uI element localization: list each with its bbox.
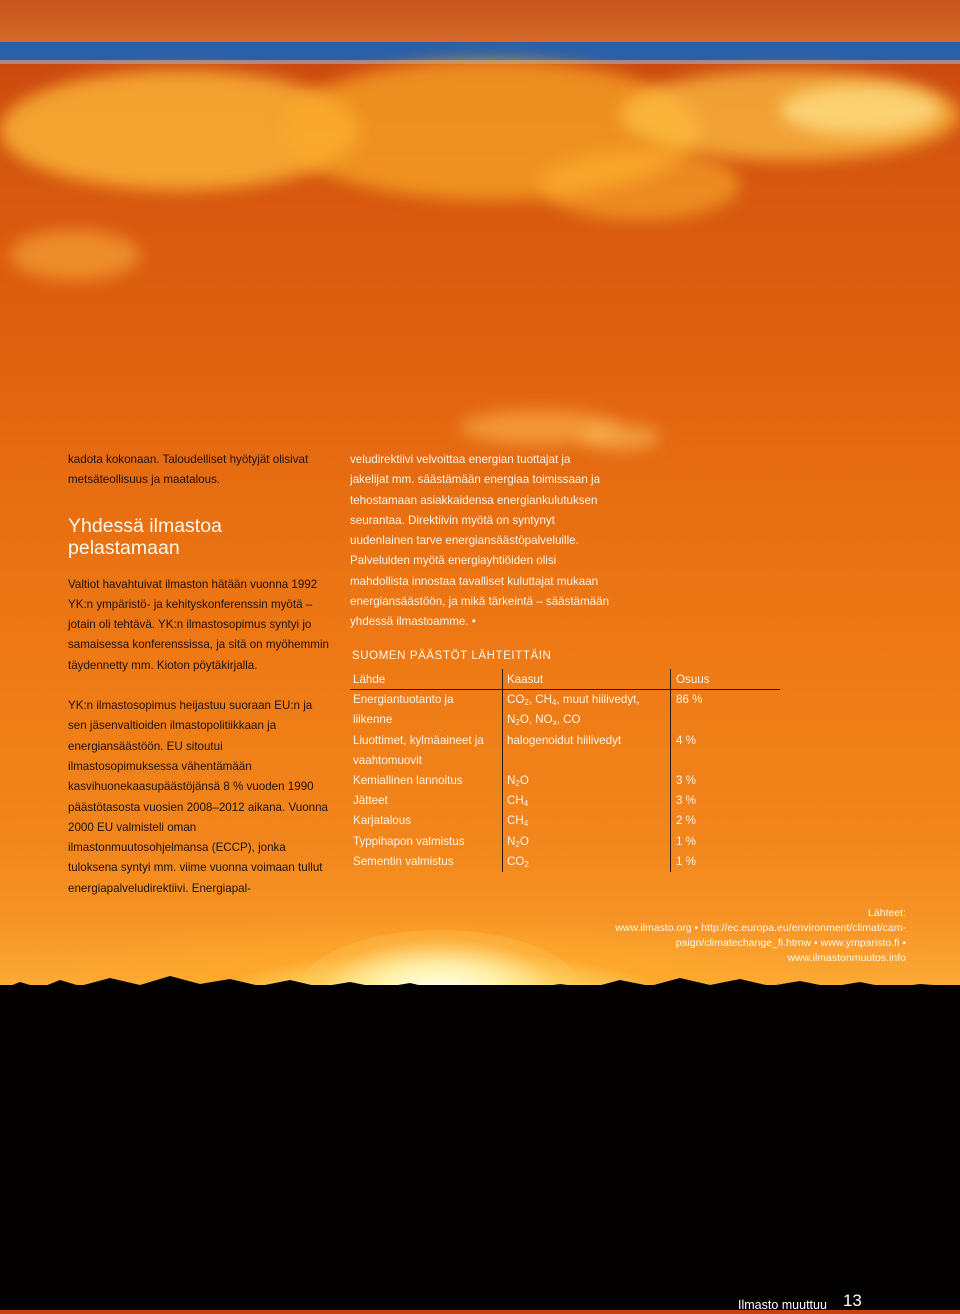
cell-share: 4 % <box>676 733 696 747</box>
paragraph-directive: veludirektiivi velvoittaa energian tuottajat ja jakelijat mm. säästämään energiaa toimissaan ja tehostamaan asiakkaidensa energiankulutuksen seurantaa. Direktiivin myötä on syntynyt uudenlainen tarve energiansäästöpalveluille. Palveluiden myötä energiayhtiöiden olisi mahdollista innostaa tavalliset kuluttajat mukaan energiansäästöön, ja mikä tärkeintä – säästämään yhdessä ilmastoamme. • <box>350 453 610 629</box>
table-row <box>350 811 780 831</box>
cell-source: Energiantuotanto ja <box>353 693 454 707</box>
table-row <box>350 771 780 791</box>
emissions-table <box>350 670 780 872</box>
paragraph-eu: YK:n ilmastosopimus heijastuu suoraan EU:n ja sen jäsenvaltioiden ilmastopolitiikkaan ja energiansäästöön. EU sitoutui ilmastosopimuksessa vähentämään kasvihuonekaasupäästöjänsä 8 % vuoden 1990 päästötasosta vuosien 2008–2012 aikana. Vuonna 2000 EU valmisteli oman ilmastonmuutosohjelmansa (ECCP), jonka tuloksena syntyi mm. viime vuonna voimaan tullut energiapalveludirektiivi. Energiapal- <box>68 699 328 895</box>
cell-share: 86 % <box>676 693 703 707</box>
top-band <box>0 0 960 42</box>
page-footer <box>738 1291 862 1314</box>
cell-source: Kemiallinen lannoitus <box>353 773 463 787</box>
cell-source: vaahtomuovit <box>353 753 422 767</box>
cell-gases: $CO_2$, $CH_4$, muut hiilivedyt, <box>507 693 640 708</box>
header-share: Osuus <box>676 673 710 686</box>
header-gases: Kaasut <box>507 673 544 686</box>
publication-title: Ilmasto muuttuu <box>738 1298 827 1312</box>
right-text-column <box>350 450 612 633</box>
table-header-row <box>350 670 780 690</box>
paragraph-1992: Valtiot havahtuivat ilmaston hätään vuonna 1992 YK:n ympäristö- ja kehityskonferenssin myötä – jotain oli tehtävä. YK:n ilmastosopimus syntyi jo samaisessa konferenssissa, ja sitä on myöhemmin täydennetty mm. Kioton pöytäkirjalla. <box>68 577 329 672</box>
cell-gases: $N_2O$ <box>507 773 529 788</box>
table-body <box>350 690 780 872</box>
table-row <box>350 710 780 730</box>
cell-source: Karjatalous <box>353 814 412 828</box>
table-row <box>350 852 780 872</box>
section-heading: Yhdessä ilmastoa pelastamaan <box>68 514 222 560</box>
paragraph-intro: kadota kokonaan. Taloudelliset hyötyjät olisivat metsäteollisuus ja maatalous. <box>68 453 309 487</box>
cell-source: Jätteet <box>353 794 388 808</box>
cell-share: 1 % <box>676 834 696 848</box>
sources-label: Lähteet: <box>868 907 906 919</box>
page-number: 13 <box>842 1291 862 1310</box>
table-row <box>350 690 780 710</box>
cell-gases: $CO_2$ <box>507 854 529 869</box>
table-row <box>350 731 780 751</box>
cell-gases: $CH_4$ <box>507 794 529 809</box>
header-source: Lähde <box>353 673 386 686</box>
table-row <box>350 751 780 771</box>
sources-line-1: www.ilmasto.org • http://ec.europa.eu/environment/climat/cam- <box>615 922 906 934</box>
cell-source: Liuottimet, kylmäaineet ja <box>353 733 484 747</box>
cell-source: Typpihapon valmistus <box>353 834 465 848</box>
blue-stripe <box>0 42 960 60</box>
cell-gases: $N_2O$, $NO_x$, CO <box>507 713 581 728</box>
cell-source: liikenne <box>353 713 393 727</box>
left-text-column <box>68 450 330 899</box>
sources-block <box>600 906 906 966</box>
sources-line-2: paign/climatechange_fi.htmw • www.ymparisto.fi • <box>675 937 906 949</box>
cell-share: 1 % <box>676 854 696 868</box>
sources-line-3: www.ilmastonmuutos.info <box>787 952 906 964</box>
cell-gases: halogenoidut hiilivedyt <box>507 733 622 747</box>
table-title: SUOMEN PÄÄSTÖT LÄHTEITTÄIN <box>352 650 552 662</box>
cell-share: 2 % <box>676 814 696 828</box>
cell-share: 3 % <box>676 773 696 787</box>
cell-source: Sementin valmistus <box>353 854 454 868</box>
table-row <box>350 791 780 811</box>
cell-gases: $CH_4$ <box>507 814 529 829</box>
cell-gases: $N_2O$ <box>507 834 529 849</box>
cell-share: 3 % <box>676 794 696 808</box>
dark-ground <box>0 985 960 1310</box>
table-row <box>350 832 780 852</box>
